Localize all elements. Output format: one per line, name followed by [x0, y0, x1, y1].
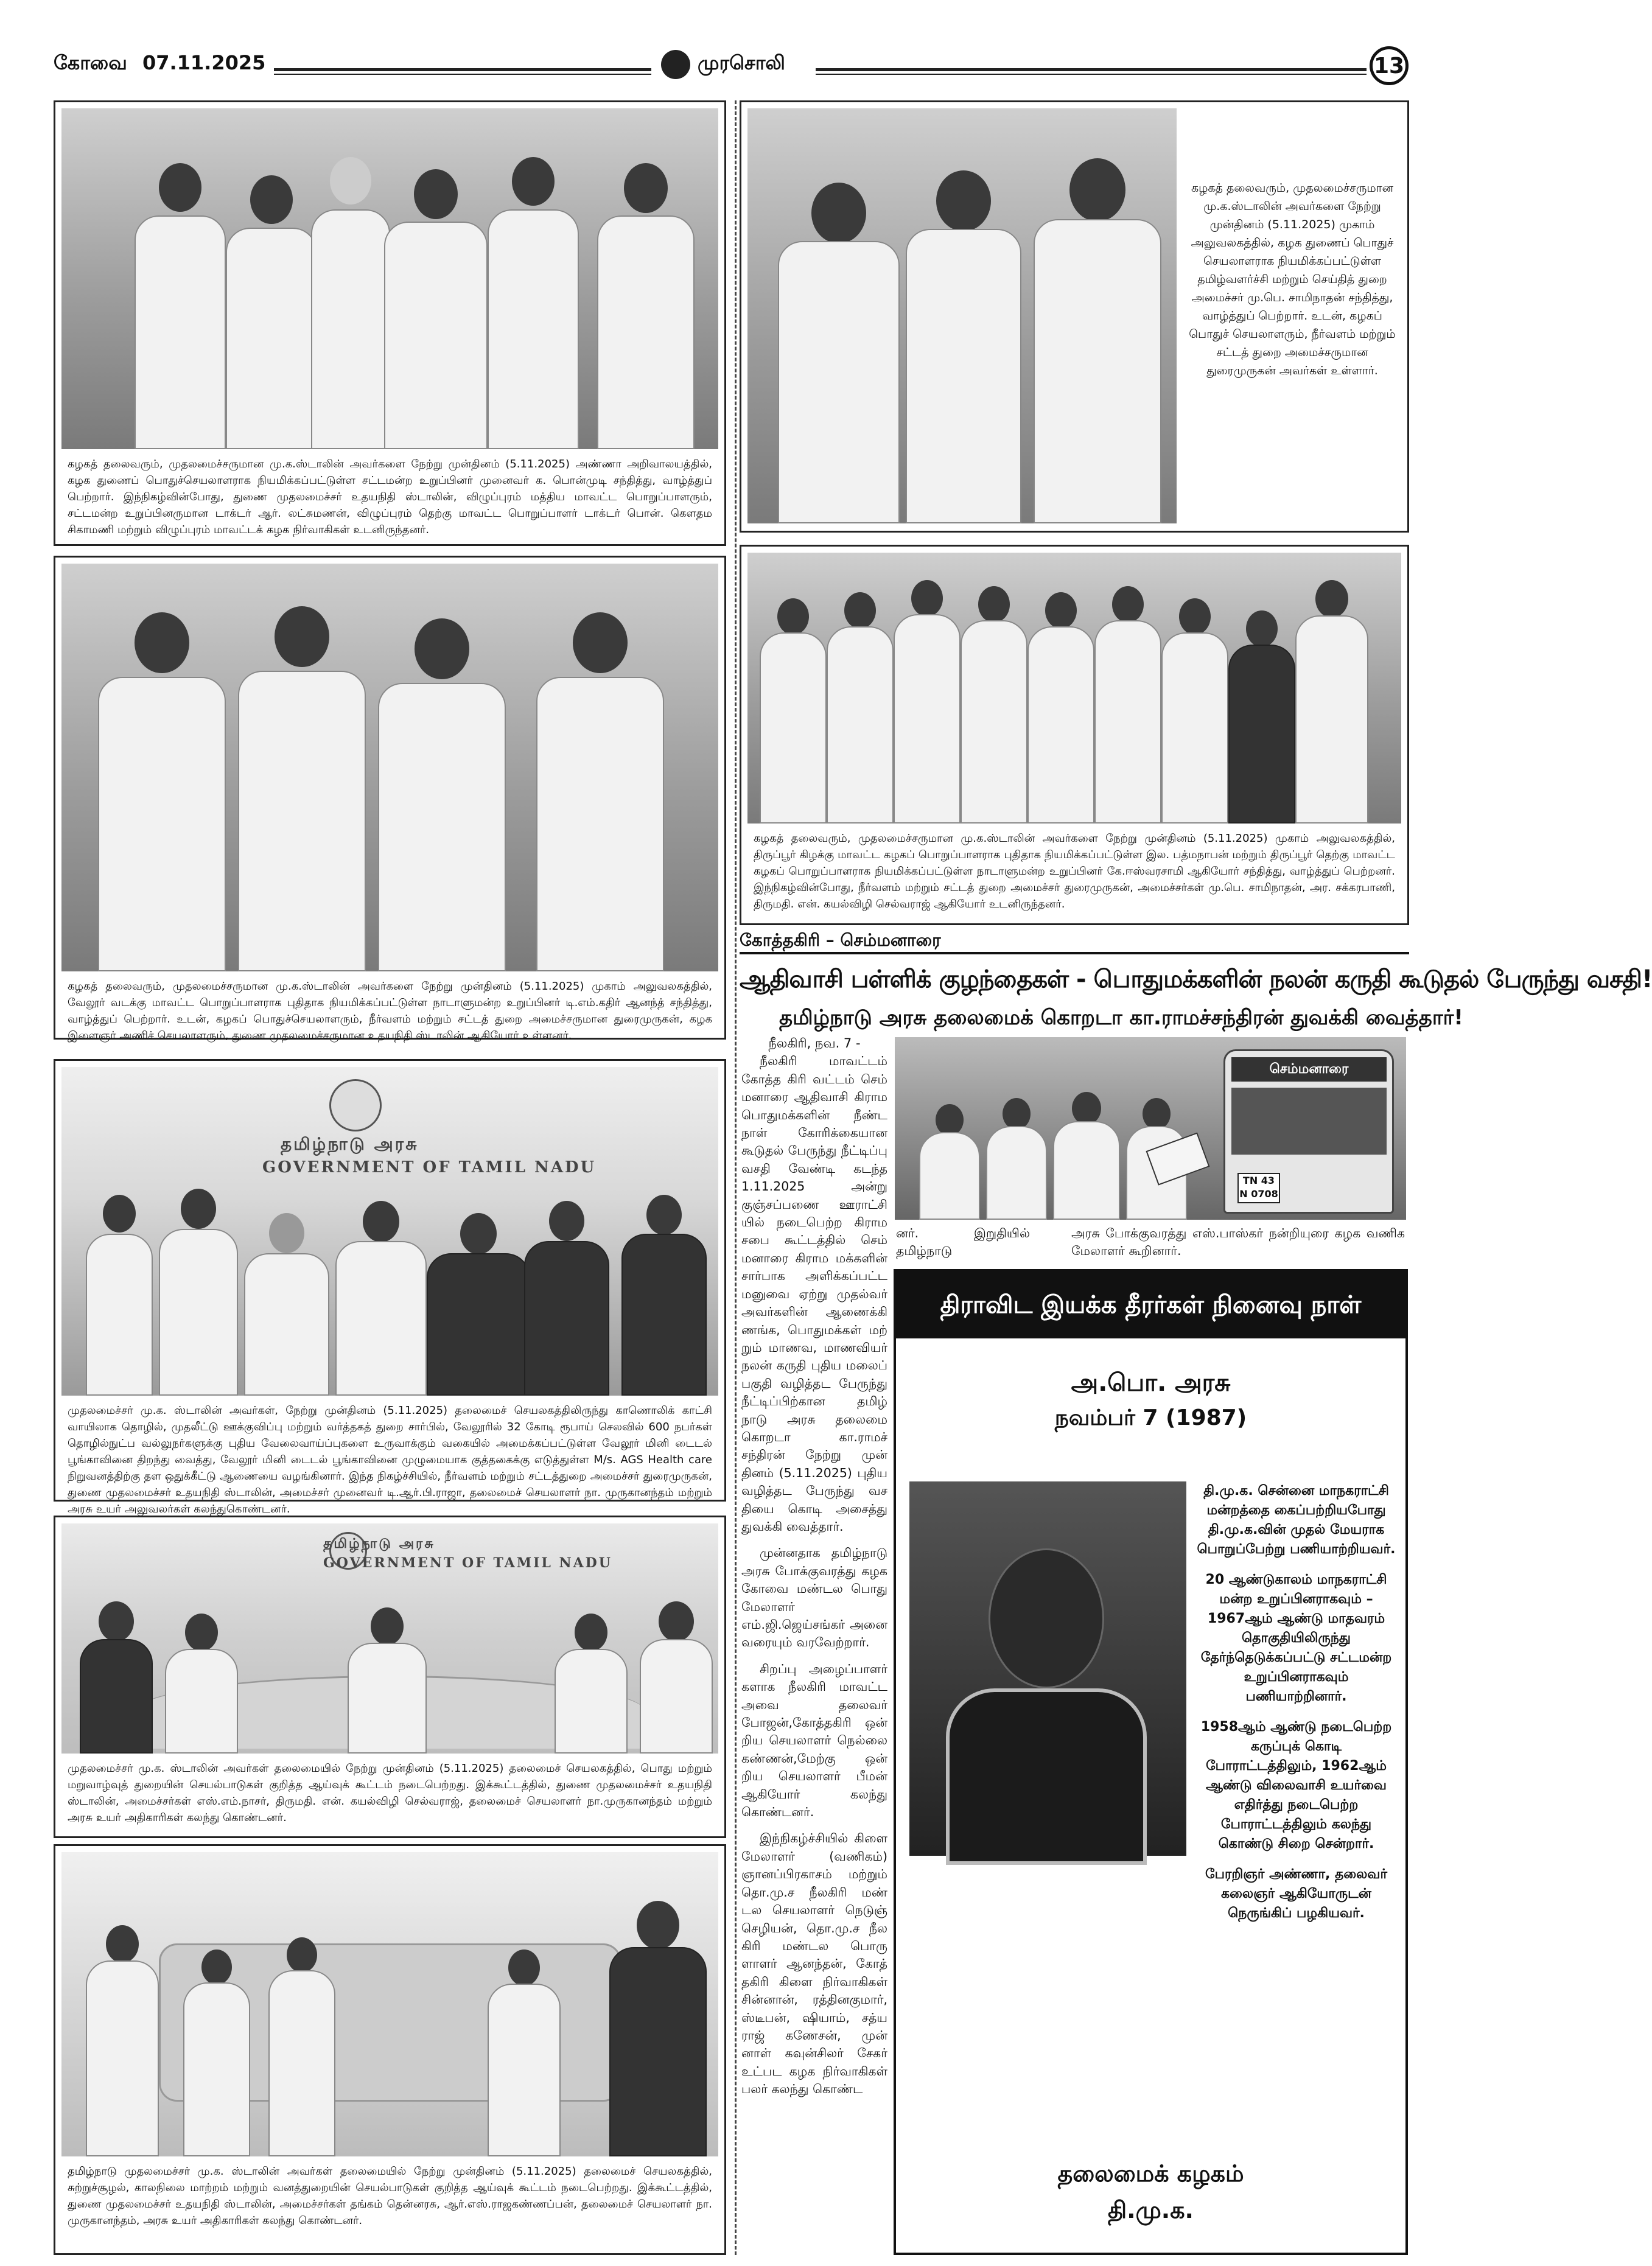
- photo-box-4: [54, 1516, 726, 1838]
- memorial-footer-2: தி.மு.க.: [1108, 2197, 1194, 2223]
- photo-box-6: [740, 100, 1409, 533]
- dateline: நீலகிரி, நவ. 7 -: [768, 1036, 861, 1051]
- photo-caption-7: கழகத் தலைவரும், முதலமைச்சருமான மு.க.ஸ்டாலின் அவர்களை நேற்று முன்தினம் (5.11.2025) முகாம் அலுவலகத்தில், திருப்பூர் கிழக்கு மாவட்ட கழகப் பொறுப்பாளராக புதிதாக நியமிக்கப்பட்டுள்ள இல. பத்மநாபன் மற்றும் திருப்பூர் தெற்கு மாவட்ட கழகப் பொறுப்பாளராக நியமிக்கப்பட்டுள்ள நாடாளுமன்ற உறுப்பினர் கே.ஈஸ்வரசாமி ஆகியோர் சந்தித்து, வாழ்த்துப் பெற்றனர். இந்நிகழ்வின்போது, நீர்வளம் மற்றும் சட்டத் துறை அமைச்சர் துரைமுருகன், அமைச்சர்கள் மு.பெ. சாமிநாதன், அர. சக்கரபாணி, திருமதி. என். கயல்விழி செல்வராஜ் ஆகியோர் உடனிருந்தனர்.: [754, 832, 1395, 911]
- photo-box-5: [54, 1844, 726, 2255]
- group-photo-1: [61, 108, 718, 449]
- group-photo-6: [747, 108, 1177, 523]
- photo-box-1: [54, 100, 726, 546]
- photo-caption-2: கழகத் தலைவரும், முதலமைச்சருமான மு.க.ஸ்டாலின் அவர்களை நேற்று முன்தினம் (5.11.2025) முகாம் அலுவலகத்தில், வேலூர் வடக்கு மாவட்ட பொறுப்பாளராக புதிதாக நியமிக்கப்பட்டுள்ள நாடாளுமன்ற உறுப்பினர் டி.எம்.கதிர் ஆனந்த் சந்தித்து, வாழ்த்துப் பெற்றார். உடன், கழகப் பொதுச்செயலாளரும், நீர்வளம் மற்றும் சட்டத் துறை அமைச்சருமான துரைமுருகன், கழக இளைஞர் அணிச் செயலாளரும், துணை முதலமைச்சருமான உதயநிதி ஸ்டாலின் ஆகியோர் உள்ளனர்.: [68, 980, 712, 1042]
- edition: கோவை: [54, 51, 127, 74]
- memorial-bio-1: தி.மு.க. சென்னை மாநகராட்சி மன்றத்தை கைப்பற்றியபோது தி.மு.க.வின் முதல் மேயராக பொறுப்பேற்று பணியாற்றியவர்.: [1197, 1483, 1396, 1557]
- memorial-portrait: [909, 1481, 1186, 1856]
- memorial-banner-text: திராவிட இயக்க தீரர்கள் நினைவு நாள்: [940, 1291, 1362, 1319]
- board-english: GOVERNMENT OF TAMIL NADU: [323, 1555, 612, 1571]
- memorial-bio-4: பேரறிஞர் அண்ணா, தலைவர் கலைஞர் ஆகியோருடன் நெருங்கிப் பழகியவர்.: [1205, 1867, 1387, 1921]
- bus-plate: TN 43 N 0708: [1239, 1175, 1278, 1200]
- board-english: GOVERNMENT OF TAMIL NADU: [262, 1158, 597, 1177]
- memorial-footer-1: தலைமைக் கழகம்: [1057, 2160, 1244, 2187]
- edition-date: [54, 51, 265, 77]
- group-photo-2: [61, 564, 718, 971]
- photo-caption-5: தமிழ்நாடு முதலமைச்சர் மு.க. ஸ்டாலின் அவர்கள் தலைமையில் நேற்று முன்தினம் (5.11.2025) தலைமைச் செயலகத்தில், சுற்றுச்சூழல், காலநிலை மாற்றம் மற்றும் வனத்துறையின் செயல்பாடுகள் குறித்த ஆய்வுக் கூட்டம் நடைபெற்றது. இக்கூட்டத்தில், துணை முதலமைச்சர் உதயநிதி ஸ்டாலின், அமைச்சர்கள் தங்கம் தென்னரசு, ஆர்.எஸ்.ராஜகண்ணப்பன், தலைமைச் செயலாளர் நா. முருகானந்தம், அரசு உயர் அதிகாரிகள் கலந்து கொண்டனர்.: [68, 2165, 712, 2227]
- article-para-4: இந்நிகழ்ச்சியில் கிளை மேலாளர் (வணிகம்) ஞானப்பிரகாசம் மற்றும் தொ.மு.ச நீலகிரி மண் டல செயலாளர் நெடுஞ் செழியன், தொ.மு.ச நீல கிரி மண்டல பொரு ளாளர் ஆனந்தன், கோத் தகிரி கிளை நிர்வாகிகள் சின்னான், ரத்தினகுமார், ஸ்டீபன், ஷியாம், சத்ய ராஜ் கணேசன், முன் னாள் கவுன்சிலர் சேகர் உட்பட கழக நிர்வாகிகள் பலர் கலந்து கொண்ட: [741, 1831, 887, 2097]
- bus-destination: செம்மனாரை: [1269, 1061, 1349, 1077]
- article-headline: ஆதிவாசி பள்ளிக் குழந்தைகள் - பொதுமக்களின் நலன் கருதி கூடுதல் பேருந்து வசதி!: [740, 965, 1652, 993]
- date: 07.11.2025: [142, 51, 266, 74]
- photo-box-7: [740, 545, 1409, 925]
- board-tamil: தமிழ்நாடு அரசு: [281, 1134, 419, 1154]
- emblem-icon: [329, 1079, 382, 1131]
- bus: [1223, 1049, 1394, 1214]
- meeting-photo-4: [61, 1523, 718, 1754]
- photo-caption-6: கழகத் தலைவரும், முதலமைச்சருமான மு.க.ஸ்டாலின் அவர்களை நேற்று முன்தினம் (5.11.2025) முகாம் அலுவலகத்தில், கழக துணைப் பொதுச் செயலாளராக நியமிக்கப்பட்டுள்ள தமிழ்வளர்ச்சி மற்றும் செய்தித் துறை அமைச்சர் மு.பெ. சாமிநாதன் சந்தித்து, வாழ்த்துப் பெற்றார். உடன், கழகப் பொதுச் செயலாளரும், நீர்வளம் மற்றும் சட்டத் துறை அமைச்சருமான துரைமுருகன் அவர்கள் உள்ளார்.: [1189, 181, 1396, 377]
- memorial-banner: [896, 1271, 1405, 1338]
- memorial-bio: [1194, 1481, 1398, 1923]
- bus-caption-left: னர். இறுதியில் தமிழ்நாடு: [896, 1226, 1030, 1259]
- section-title: கோத்தகிரி – செம்மனாரை: [740, 930, 941, 950]
- photo-box-2: [54, 556, 726, 1040]
- memorial-name: அ.பொ. அரசு: [1071, 1369, 1231, 1397]
- header-rule-left: [274, 68, 651, 71]
- photo-caption-3: முதலமைச்சர் மு.க. ஸ்டாலின் அவர்கள், நேற்று முன்தினம் (5.11.2025) தலைமைச் செயலகத்திலிருந்து காணொலிக் காட்சி வாயிலாக தொழில், முதலீட்டு ஊக்குவிப்பு மற்றும் வர்த்தகத் துறை சார்பில், வேலூரில் 32 கோடி ரூபாய் செலவில் 600 நபர்கள் தொழில்நுட்ப வல்லுநர்களுக்கு புதிய வேலைவாய்ப்புகளை உருவாக்கும் வகையில் அமைக்கப்பட்டுள்ள வேலூர் மினி டைடல் பூங்காவினை திறந்து வைத்து, வேலூர் மினி டைடல் பூங்காவினை முழுமையாக குத்தகைக்கு எடுத்துள்ள M/s. AGS Health care நிறுவனத்திற்கு தள ஒதுக்கீட்டு ஆணையை வழங்கினார். இந்த நிகழ்ச்சியில், நீர்வளம் மற்றும் சட்டத்துறை அமைச்சர் துரைமுருகன், துணை முதலமைச்சர் உதயநிதி ஸ்டாலின், அமைச்சர் முனைவர் டி.ஆர்.பி.ராஜா, தலைமைச் செயலாளர் நா. முருகானந்தம் மற்றும் அரசு உயர் அலுவலர்கள் கலந்துகொண்டனர்.: [68, 1404, 712, 1516]
- meeting-photo-5: [61, 1852, 718, 2156]
- article-para-1: நீலகிரி மாவட்டம் கோத்த கிரி வட்டம் செம் மனாரை ஆதிவாசி கிராம பொதுமக்களின் நீண்ட நாள் கோரிக்கையான கூடுதல் பேருந்து நீட்டிப்பு வசதி வேண்டி கடந்த 1.11.2025 அன்று குஞ்சப்பணை ஊராட்சி யில் நடைபெற்ற கிராம சபை கூட்டத்தில் செம் மனாரை கிராம மக்களின் சார்பாக அளிக்கப்பட்ட மனுவை ஏற்று முதல்வர் அவர்களின் ஆணைக்கி ணங்க, பொதுமக்கள் மற் றும் மாணவ, மாணவியர் நலன் கருதி புதிய மலைப் பகுதி வழித்தட பேருந்து நீட்டிப்பிற்கான தமிழ் நாடு அரசு தலைமை கொறடா கா.ராமச் சந்திரன் நேற்று முன் தினம் (5.11.2025) புதிய வழித்தட பேருந்து வச தியை கொடி அசைத்து துவக்கி வைத்தார்.: [741, 1054, 887, 1534]
- article-para-3: சிறப்பு அழைப்பாளர் களாக நீலகிரி மாவட்ட அவை தலைவர் போஜன்,கோத்தகிரி ஒன் றிய செயலாளர் நெல்லை கண்ணன்,மேற்கு ஒன் றிய செயலாளர் பீமன் ஆகியோர் கலந்து கொண்டனர்.: [741, 1661, 887, 1820]
- header-rule-right: [816, 68, 1367, 71]
- memorial-bio-3: 1958ஆம் ஆண்டு நடைபெற்ற கருப்புக் கொடி போராட்டத்திலும், 1962ஆம் ஆண்டு விலைவாசி உயர்வை எதிர்த்து நடைபெற்ற போராட்டத்திலும் கலந்து கொண்டு சிறை சென்றார்.: [1200, 1719, 1392, 1852]
- masthead-name: முரசொலி: [698, 51, 785, 74]
- section-label: [740, 930, 1409, 954]
- memorial-box: [894, 1269, 1408, 2255]
- group-photo-3: [61, 1067, 718, 1396]
- column-divider: [735, 100, 737, 2255]
- board-tamil: தமிழ்நாடு அரசு: [323, 1536, 435, 1551]
- page-number-badge: [1370, 46, 1409, 85]
- article-para-2: முன்னதாக தமிழ்நாடு அரசு போக்குவரத்து கழக கோவை மண்டல பொது மேலாளர் எம்.ஜி.ஜெய்சங்கர் அனை வரையும் வரவேற்றார்.: [741, 1545, 887, 1650]
- memorial-date: நவம்பர் 7 (1987): [1054, 1405, 1247, 1430]
- header-rule-left-thin: [274, 74, 651, 75]
- group-photo-7: [747, 553, 1401, 824]
- bus-caption-right: அரசு போக்குவரத்து எஸ்.பாஸ்கர் நன்றியுரை கழக வணிக மேலாளர் கூறினார்.: [1071, 1226, 1405, 1259]
- header-rule-right-thin: [816, 74, 1367, 75]
- photo-caption-1: கழகத் தலைவரும், முதலமைச்சருமான மு.க.ஸ்டாலின் அவர்களை நேற்று முன்தினம் (5.11.2025) அண்ணா அறிவாலயத்தில், கழக துணைப் பொதுச்செயலாளராக நியமிக்கப்பட்டுள்ள சட்டமன்ற உறுப்பினர் முனைவர் க. பொன்முடி சந்தித்து, வாழ்த்துப் பெற்றார். இந்நிகழ்வின்போது, துணை முதலமைச்சர் உதயநிதி ஸ்டாலின், விழுப்புரம் மத்திய மாவட்ட பொறுப்பாளரும், சட்டமன்ற உறுப்பினருமான டாக்டர் ஆர். லட்சுமணன், விழுப்புரம் தெற்கு மாவட்ட பொறுப்பாளர் டாக்டர் பொன். கௌதம சிகாமணி மற்றும் விழுப்புரம் மாவட்டக் கழக நிர்வாகிகள் உடனிருந்தனர்.: [68, 458, 712, 536]
- page-number: 13: [1373, 54, 1405, 79]
- bus-launch-photo: [895, 1037, 1406, 1220]
- article-body: [741, 1035, 887, 2099]
- masthead-logo-icon: [661, 50, 690, 79]
- photo-caption-4: முதலமைச்சர் மு.க. ஸ்டாலின் அவர்கள் தலைமையில் நேற்று முன்தினம் (5.11.2025) தலைமைச் செயலகத்தில், பொது மற்றும் மறுவாழ்வுத் துறையின் செயல்பாடுகள் குறித்த ஆய்வுக் கூட்டம் நடைபெற்றது. இக்கூட்டத்தில், துணை முதலமைச்சர் உதயநிதி ஸ்டாலின், அமைச்சர்கள் எஸ்.எம்.நாசர், திருமதி. என். கயல்விழி செல்வராஜ், தலைமைச் செயலாளர் நா.முருகானந்தம் மற்றும் அரசு உயர் அதிகாரிகள் கலந்து கொண்டனர்.: [68, 1762, 712, 1824]
- photo-box-3: [54, 1059, 726, 1516]
- article-subheadline: தமிழ்நாடு அரசு தலைமைக் கொறடா கா.ராமச்சந்திரன் துவக்கி வைத்தார்!: [779, 1005, 1463, 1030]
- memorial-bio-2: 20 ஆண்டுகாலம் மாநகராட்சி மன்ற உறுப்பினராகவும் – 1967ஆம் ஆண்டு மாதவரம் தொகுதியிலிருந்து தேர்ந்தெடுக்கப்பட்டு சட்டமன்ற உறுப்பினராகவும் பணியாற்றினார்.: [1200, 1572, 1392, 1704]
